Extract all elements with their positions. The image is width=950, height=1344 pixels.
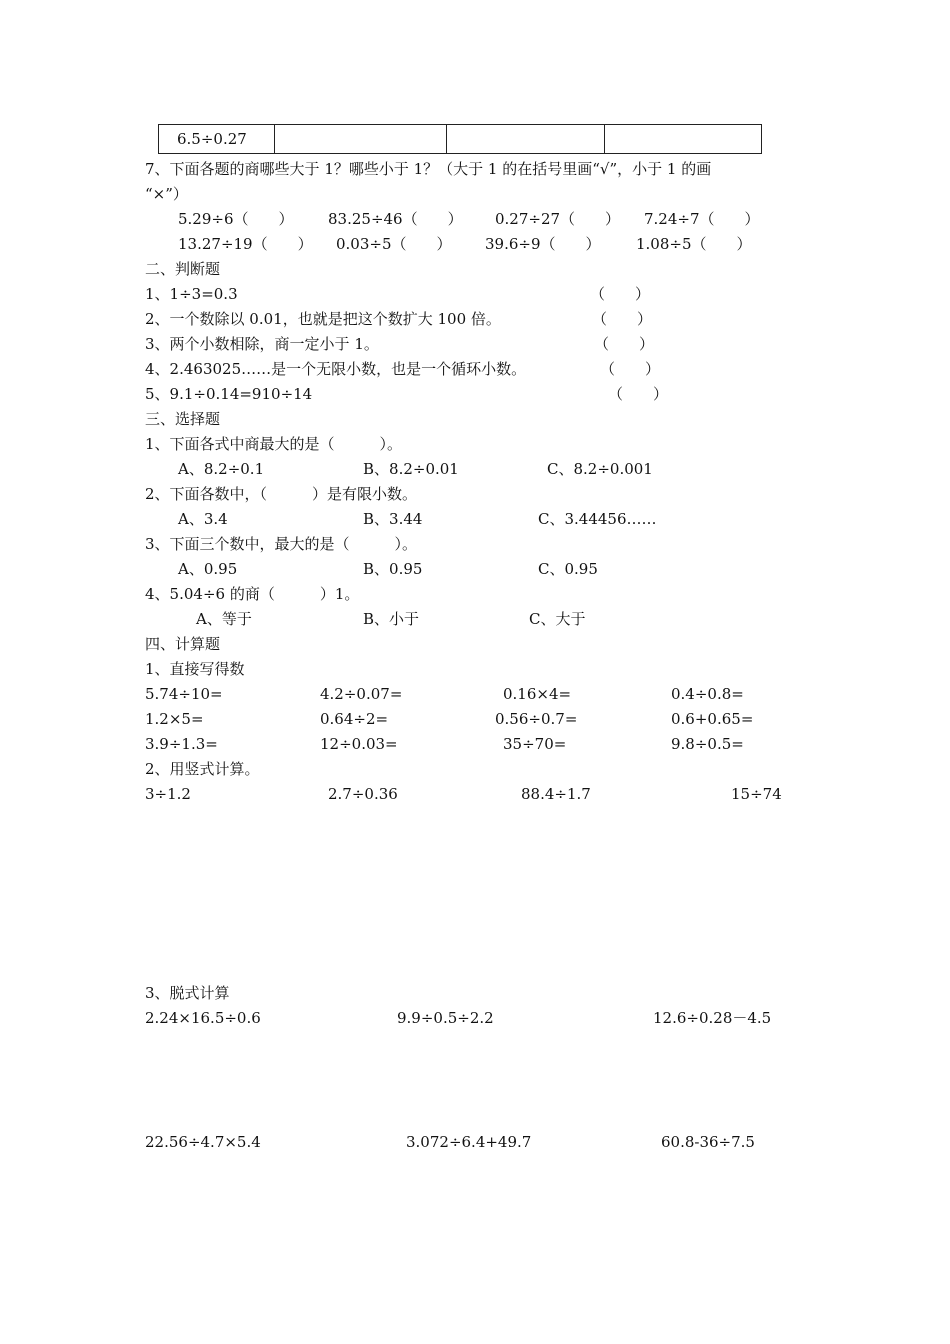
direct-title: 1、直接写得数 — [145, 660, 245, 678]
direct-item: 0.64÷2= — [320, 710, 389, 728]
judge-blank: （ ） — [590, 285, 651, 303]
direct-item: 9.8÷0.5= — [671, 735, 744, 753]
choice-option: A、0.95 — [178, 560, 238, 578]
step-item: 9.9÷0.5÷2.2 — [397, 1009, 494, 1027]
table-cell — [447, 125, 605, 154]
choice-option: A、等于 — [196, 610, 252, 628]
direct-item: 35÷70= — [503, 735, 567, 753]
direct-item: 5.74÷10= — [145, 685, 223, 703]
q7-item: 5.29÷6（ ） — [178, 210, 294, 228]
judge-item: 1、1÷3=0.3 — [145, 285, 238, 303]
judge-item: 3、两个小数相除，商一定小于 1。 — [145, 335, 379, 353]
direct-item: 0.56÷0.7= — [495, 710, 578, 728]
choice-question: 3、下面三个数中，最大的是（ ）。 — [145, 535, 418, 553]
section-heading-calc: 四、计算题 — [145, 635, 221, 653]
vertical-title: 2、用竖式计算。 — [145, 760, 260, 778]
step-item: 60.8-36÷7.5 — [661, 1133, 755, 1151]
choice-question: 4、5.04÷6 的商（ ）1。 — [145, 585, 360, 603]
direct-item: 0.4÷0.8= — [671, 685, 744, 703]
table-cell — [275, 125, 447, 154]
judge-item: 2、一个数除以 0.01，也就是把这个数扩大 100 倍。 — [145, 310, 501, 328]
q7-line1: 7、下面各题的商哪些大于 1？哪些小于 1？（大于 1 的在括号里画“√”，小于 1 的画 — [145, 160, 712, 178]
direct-item: 12÷0.03= — [320, 735, 398, 753]
direct-item: 0.6+0.65= — [671, 710, 754, 728]
table-cell — [605, 125, 762, 154]
direct-item: 3.9÷1.3= — [145, 735, 218, 753]
q7-item: 13.27÷19（ ） — [178, 235, 313, 253]
choice-option: C、大于 — [529, 610, 586, 628]
choice-question: 1、下面各式中商最大的是（ ）。 — [145, 435, 403, 453]
choice-option: B、小于 — [363, 610, 420, 628]
q7-item: 0.27÷27（ ） — [495, 210, 621, 228]
direct-item: 1.2×5= — [145, 710, 204, 728]
choice-option: A、3.4 — [178, 510, 228, 528]
q7-item: 39.6÷9（ ） — [485, 235, 601, 253]
vertical-item: 88.4÷1.7 — [521, 785, 591, 803]
section-heading-choice: 三、选择题 — [145, 410, 221, 428]
direct-item: 4.2÷0.07= — [320, 685, 403, 703]
step-item: 2.24×16.5÷0.6 — [145, 1009, 261, 1027]
q7-item: 1.08÷5（ ） — [636, 235, 752, 253]
q7-item: 83.25÷46（ ） — [328, 210, 463, 228]
direct-item: 0.16×4= — [503, 685, 572, 703]
table-cell: 6.5÷0.27 — [159, 125, 275, 154]
judge-blank: （ ） — [608, 385, 669, 403]
step-item: 12.6÷0.28－4.5 — [653, 1009, 772, 1027]
step-title: 3、脱式计算 — [145, 984, 230, 1002]
choice-option: C、3.44456…… — [538, 510, 657, 528]
judge-blank: （ ） — [592, 310, 653, 328]
q7-item: 0.03÷5（ ） — [336, 235, 452, 253]
judge-item: 4、2.463025……是一个无限小数，也是一个循环小数。 — [145, 360, 527, 378]
q7-line2: “×”） — [145, 185, 188, 203]
choice-option: B、3.44 — [363, 510, 423, 528]
choice-option: B、0.95 — [363, 560, 423, 578]
choice-option: B、8.2÷0.01 — [363, 460, 459, 478]
vertical-item: 3÷1.2 — [145, 785, 191, 803]
choice-question: 2、下面各数中，（ ）是有限小数。 — [145, 485, 418, 503]
q7-item: 7.24÷7（ ） — [644, 210, 760, 228]
section-heading-judge: 二、判断题 — [145, 260, 221, 278]
judge-blank: （ ） — [594, 335, 655, 353]
table-row — [159, 125, 762, 154]
vertical-item: 2.7÷0.36 — [328, 785, 398, 803]
judge-item: 5、9.1÷0.14=910÷14 — [145, 385, 313, 403]
step-item: 3.072÷6.4+49.7 — [406, 1133, 532, 1151]
choice-option: A、8.2÷0.1 — [178, 460, 265, 478]
vertical-item: 15÷74 — [731, 785, 782, 803]
answer-table — [158, 124, 762, 154]
choice-option: C、8.2÷0.001 — [547, 460, 653, 478]
choice-option: C、0.95 — [538, 560, 598, 578]
step-item: 22.56÷4.7×5.4 — [145, 1133, 261, 1151]
judge-blank: （ ） — [600, 360, 661, 378]
